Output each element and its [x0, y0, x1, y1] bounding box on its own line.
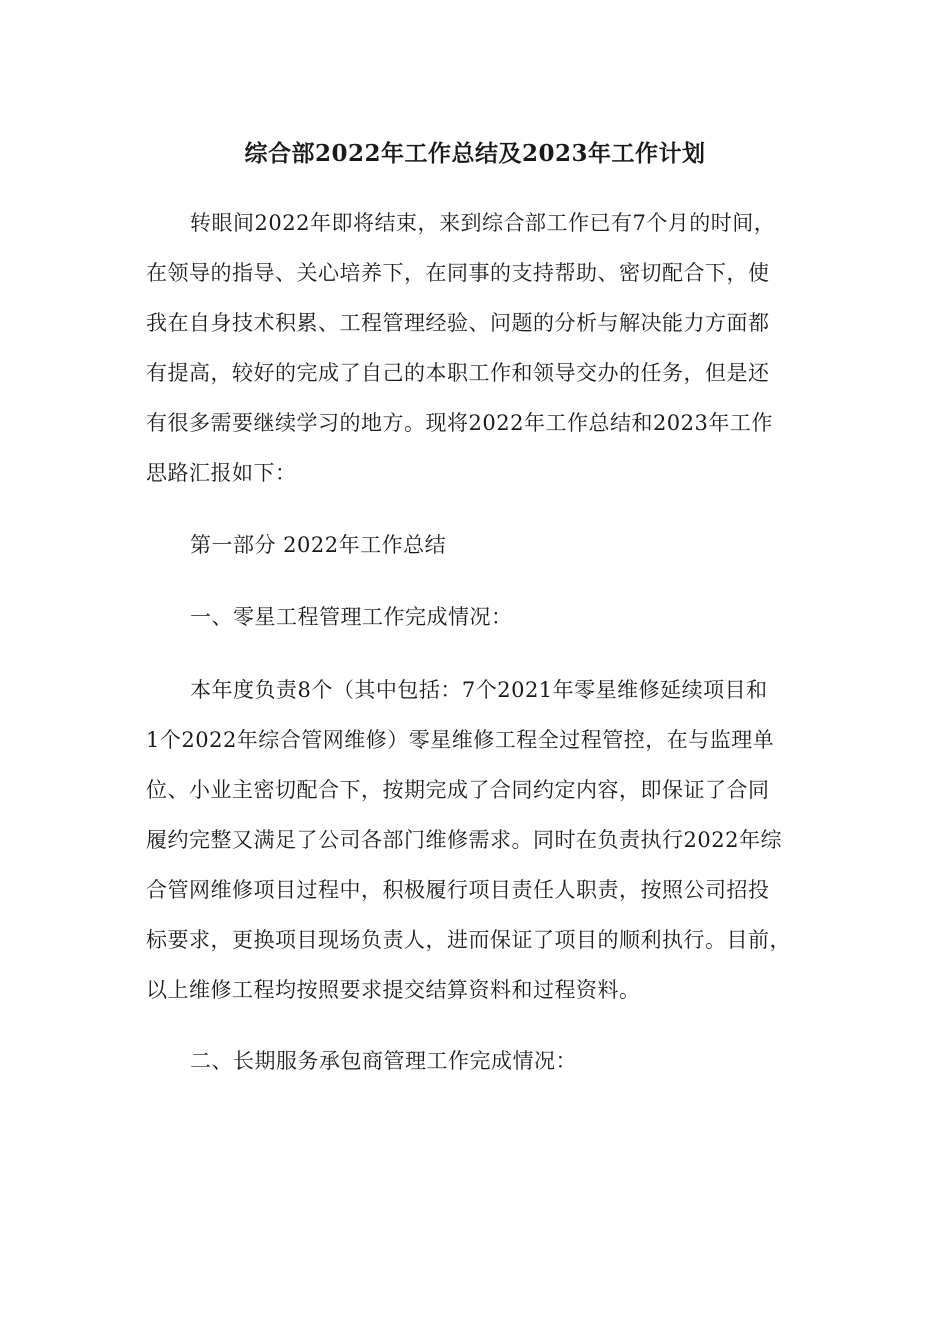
document-title: 综合部2022年工作总结及2023年工作计划	[244, 140, 706, 167]
intro-line: 在领导的指导、关心培养下，在同事的支持帮助、密切配合下，使	[146, 261, 770, 285]
section-line: 1个2022年综合管网维修）零星维修工程全过程管控，在与监理单	[146, 728, 775, 752]
section-line: 履约完整又满足了公司各部门维修需求。同时在负责执行2022年综	[146, 828, 782, 852]
intro-line: 有很多需要继续学习的地方。现将2022年工作总结和2023年工作	[146, 411, 773, 435]
intro-line: 有提高，较好的完成了自己的本职工作和领导交办的任务，但是还	[146, 361, 770, 385]
part-heading: 第一部分 2022年工作总结	[190, 533, 447, 557]
section-line: 以上维修工程均按照要求提交结算资料和过程资料。	[146, 978, 641, 1002]
intro-line: 转眼间2022年即将结束，来到综合部工作已有7个月的时间，	[190, 211, 776, 235]
intro-line: 思路汇报如下：	[146, 461, 297, 485]
section-line: 标要求，更换项目现场负责人，进而保证了项目的顺利执行。目前，	[146, 928, 791, 952]
section-line: 合管网维修项目过程中，积极履行项目责任人职责，按照公司招投	[146, 878, 770, 902]
section-heading: 二、长期服务承包商管理工作完成情况：	[190, 1049, 577, 1073]
intro-line: 我在自身技术积累、工程管理经验、问题的分析与解决能力方面都	[146, 311, 770, 335]
section-line: 本年度负责8个（其中包括：7个2021年零星维修延续项目和	[190, 678, 768, 702]
section-line: 位、小业主密切配合下，按期完成了合同约定内容，即保证了合同	[146, 778, 770, 802]
section-heading: 一、零星工程管理工作完成情况：	[190, 605, 513, 629]
